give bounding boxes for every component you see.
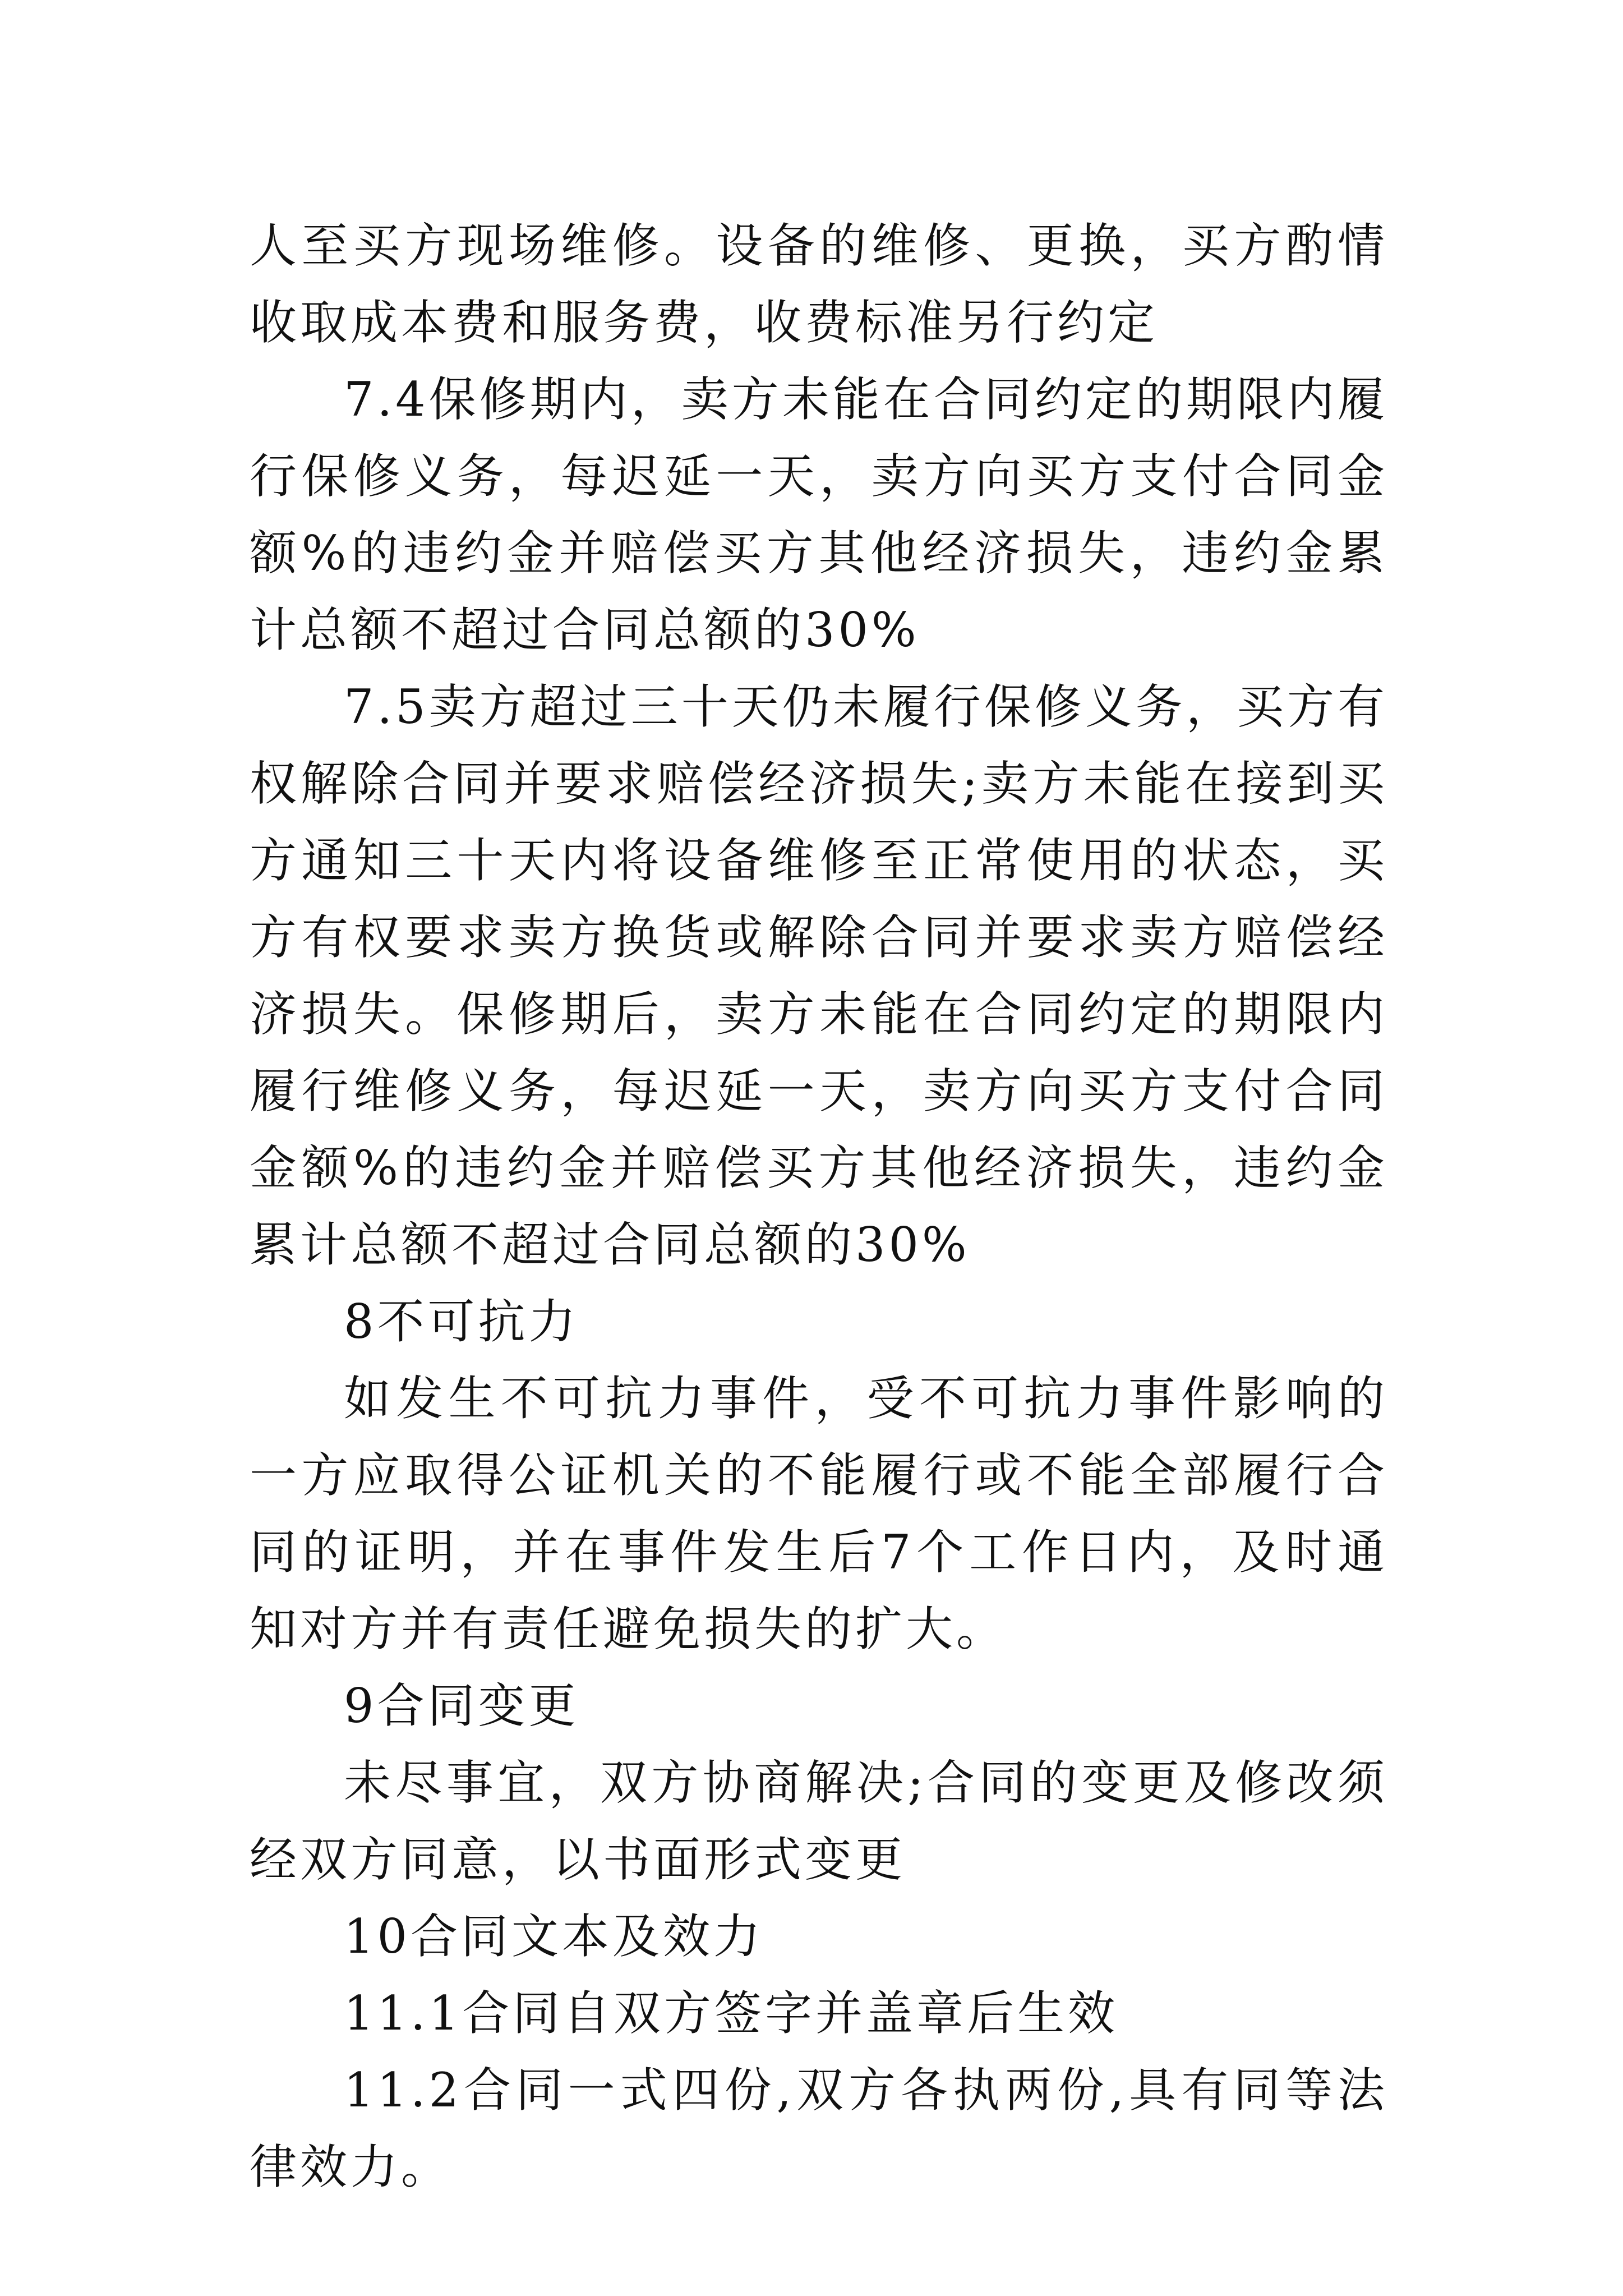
paragraph-force-majeure: 如发生不可抗力事件，受不可抗力事件影响的一方应取得公证机关的不能履行或不能全部履行合同的证明，并在事件发生后7个工作日内，及时通知对方并有责任避免损失的扩大。 <box>250 1371 1388 1657</box>
paragraph-11-2: 11.2合同一式四份,双方各执两份,具有同等法律效力。 <box>250 2063 1388 2194</box>
paragraph-contract-change: 未尽事宜，双方协商解决;合同的变更及修改须经双方同意，以书面形式变更 <box>250 1755 1388 1887</box>
section-heading-contract-text: 10合同文本及效力 <box>344 1909 764 1964</box>
paragraph-7-4: 7.4保修期内，卖方未能在合同约定的期限内履行保修义务，每迟延一天，卖方向买方支付合同金额%的违约金并赔偿买方其他经济损失，违约金累计总额不超过合同总额的30% <box>250 372 1388 657</box>
document-body <box>250 208 1388 2206</box>
paragraph-continuation: 人至买方现场维修。设备的维修、更换，买方酌情收取成本费和服务费，收费标准另行约定 <box>250 218 1388 350</box>
paragraph-7-5: 7.5卖方超过三十天仍未履行保修义务，买方有权解除合同并要求赔偿经济损失;卖方未能在接到买方通知三十天内将设备维修至正常使用的状态，买方有权要求卖方换货或解除合同并要求卖方赔偿经济损失。保修期后，卖方未能在合同约定的期限内履行维修义务，每迟延一天，卖方向买方支付合同金额%的违约金并赔偿买方其他经济损失，违约金累计总额不超过合同总额的30% <box>250 679 1388 1272</box>
section-heading-contract-change: 9合同变更 <box>344 1678 579 1733</box>
section-heading-force-majeure: 8不可抗力 <box>344 1294 579 1349</box>
paragraph-11-1: 11.1合同自双方签字并盖章后生效 <box>344 1986 1119 2041</box>
